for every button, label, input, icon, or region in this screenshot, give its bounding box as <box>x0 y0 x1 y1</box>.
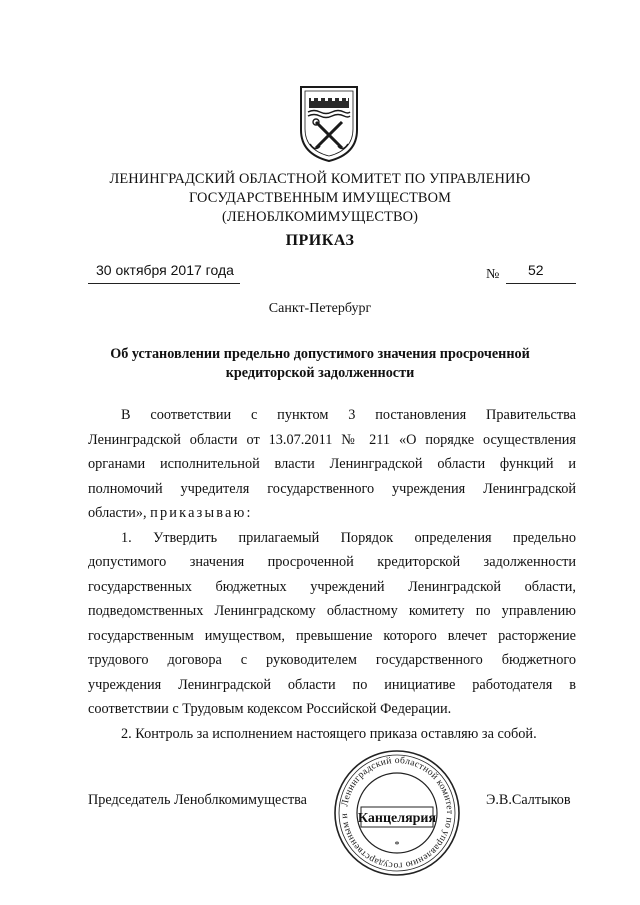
stamp-mark: * <box>394 840 400 851</box>
order-date: 30 октября 2017 года <box>88 262 240 284</box>
item-line: соответствии с Трудовым кодексом Российской Федерации. <box>88 701 452 717</box>
document-type: ПРИКАЗ <box>285 232 355 249</box>
coat-of-arms <box>296 82 362 164</box>
order-subject <box>0 345 640 383</box>
office-stamp <box>332 748 462 878</box>
body-line: В соответствии с пунктом 3 постановления Правительства <box>121 407 576 423</box>
number-label: № <box>486 267 500 282</box>
body-line: полномочий учредителя государственного учреждения Ленинградской <box>88 480 576 497</box>
body-line: Ленинградской области от 13.07.2011 № 211 «О порядке осуществления <box>88 431 576 448</box>
organization-line: ЛЕНИНГРАДСКИЙ ОБЛАСТНОЙ КОМИТЕТ ПО УПРАВЛЕНИЮ <box>109 171 531 187</box>
city: Санкт-Петербург <box>268 301 372 316</box>
stamp-center-text: Канцелярия <box>357 811 437 826</box>
signatory-position: Председатель Леноблкомимущества <box>88 792 307 808</box>
stamp-ring-text: Ленинградский областной комитет по управлению государственным и <box>338 754 456 872</box>
organization-name <box>0 170 640 227</box>
body-line <box>88 501 576 526</box>
coat-of-arms-icon <box>296 82 362 164</box>
organization-line: (ЛЕНОБЛКОМИМУЩЕСТВО) <box>221 209 419 225</box>
order-body <box>88 403 576 746</box>
item-line: трудового договора с руководителем государственного бюджетного <box>88 652 576 668</box>
organization-line: ГОСУДАРСТВЕННЫМ ИМУЩЕСТВОМ <box>188 190 452 206</box>
order-verb: приказываю: <box>150 505 253 521</box>
subject-line: Об установлении предельно допустимого значения просроченной <box>110 346 530 362</box>
item-line: подведомственных Ленинградскому областному комитету по управлению <box>88 603 576 619</box>
signatory-name: Э.В.Салтыков <box>486 792 571 808</box>
item-line: 2. Контроль за исполнением настоящего приказа оставляю за собой. <box>121 725 537 742</box>
item-line: допустимого значения просроченной кредиторской задолженности <box>88 554 576 570</box>
subject-line: кредиторской задолженности <box>225 365 415 381</box>
item-line: учреждения Ленинградской области по инициативе работодателя в <box>88 676 576 693</box>
item-line: 1. Утвердить прилагаемый Порядок определения предельно <box>121 529 576 546</box>
item-line: государственных бюджетных учреждений Ленинградской области, <box>88 578 576 595</box>
order-number: 52 <box>506 262 576 284</box>
body-line: органами исполнительной власти Ленинградской области функций и <box>88 456 576 472</box>
item-line: государственным имуществом, превышение которого влечет расторжение <box>88 627 576 644</box>
stamp-seal-icon <box>332 748 462 878</box>
body-text: области», <box>88 505 147 521</box>
